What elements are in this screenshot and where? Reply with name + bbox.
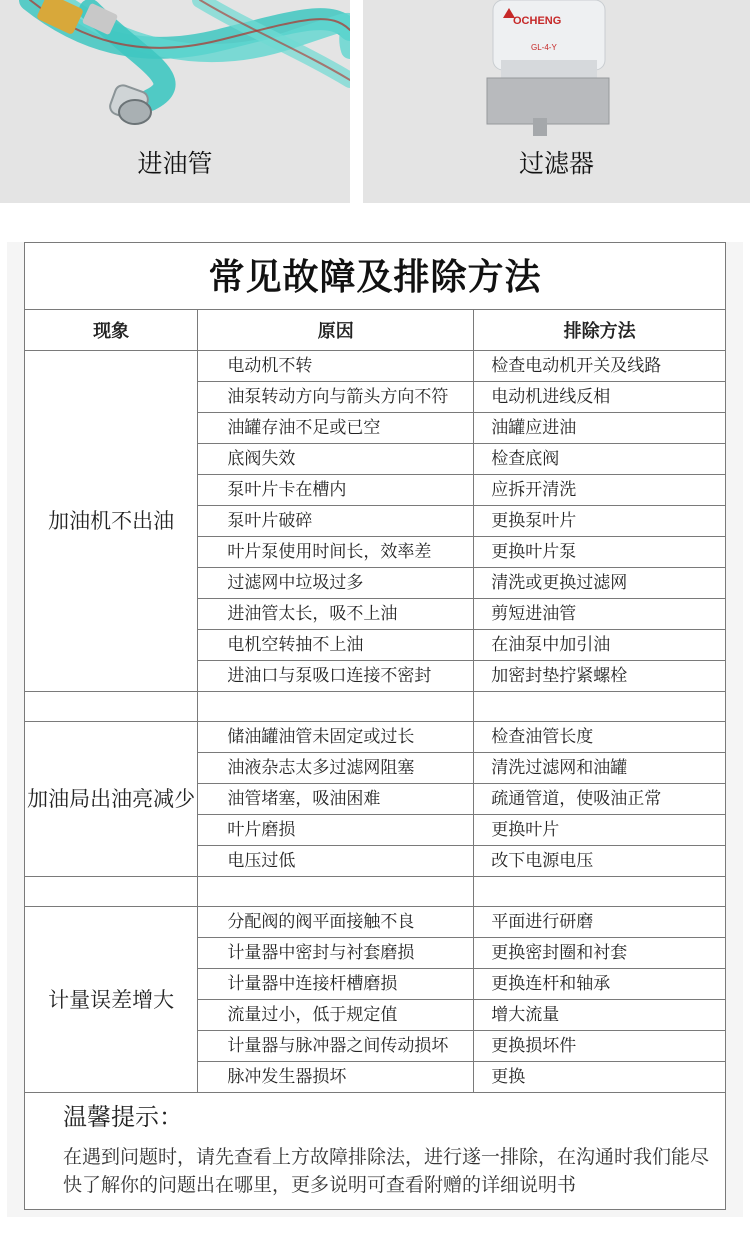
- fix-cell: 更换叶片: [474, 815, 726, 846]
- symptom-cell: 计量误差增大: [25, 907, 198, 1093]
- tip-text: 在遇到问题时，请先查看上方故障排除法，进行遂一排除，在沟通时我们能尽快了解你的问题出在哪里，更多说明可查看附赠的详细说明书: [63, 1146, 710, 1196]
- spacer-cell: [198, 692, 474, 722]
- cause-cell: 油罐存油不足或已空: [198, 413, 474, 444]
- spacer-cell: [198, 877, 474, 907]
- header-fix: 排除方法: [474, 310, 726, 351]
- cause-cell: 过滤网中垃圾过多: [198, 568, 474, 599]
- header-cause: 原因: [198, 310, 474, 351]
- cause-cell: 底阀失效: [198, 444, 474, 475]
- fix-cell: 更换密封圈和衬套: [474, 938, 726, 969]
- cause-cell: 进油口与泵吸口连接不密封: [198, 661, 474, 692]
- table-row: [25, 351, 726, 382]
- cause-cell: 油管堵塞，吸油困难: [198, 784, 474, 815]
- cause-cell: 电动机不转: [198, 351, 474, 382]
- fix-cell: 更换叶片泵: [474, 537, 726, 568]
- cause-cell: 泵叶片卡在槽内: [198, 475, 474, 506]
- fix-cell: 检查油管长度: [474, 722, 726, 753]
- cause-cell: 脉冲发生器损坏: [198, 1062, 474, 1093]
- hose-image: [0, 0, 350, 140]
- fix-cell: 电动机进线反相: [474, 382, 726, 413]
- cause-cell: 计量器中密封与衬套磨损: [198, 938, 474, 969]
- troubleshooting-sheet: [7, 242, 743, 1217]
- table-header-row: [25, 310, 726, 351]
- header-symptom: 现象: [25, 310, 198, 351]
- fix-cell: 改下电源电压: [474, 846, 726, 877]
- symptom-cell: 加油局出油亮减少: [25, 722, 198, 877]
- spacer-cell: [25, 692, 198, 722]
- product-strip: [0, 0, 750, 220]
- table-body: [25, 351, 726, 1093]
- product-card-hose: [0, 0, 350, 203]
- tip-title: 温馨提示：: [63, 1103, 183, 1131]
- fix-cell: 检查电动机开关及线路: [474, 351, 726, 382]
- troubleshooting-box: [24, 242, 726, 1210]
- fix-cell: 平面进行研磨: [474, 907, 726, 938]
- spacer-cell: [25, 877, 198, 907]
- cause-cell: 分配阀的阀平面接触不良: [198, 907, 474, 938]
- fix-cell: 更换泵叶片: [474, 506, 726, 537]
- cause-cell: 电压过低: [198, 846, 474, 877]
- fix-cell: 清洗或更换过滤网: [474, 568, 726, 599]
- fix-cell: 疏通管道，使吸油正常: [474, 784, 726, 815]
- product-card-filter: [363, 0, 750, 203]
- cause-cell: 计量器中连接杆槽磨损: [198, 969, 474, 1000]
- table-row: [25, 907, 726, 938]
- cause-cell: 电机空转抽不上油: [198, 630, 474, 661]
- fix-cell: 应拆开清洗: [474, 475, 726, 506]
- spacer-row: [25, 877, 726, 907]
- cause-cell: 油泵转动方向与箭头方向不符: [198, 382, 474, 413]
- product-label-filter: 过滤器: [518, 149, 594, 178]
- spacer-cell: [474, 692, 726, 722]
- fix-cell: 油罐应进油: [474, 413, 726, 444]
- page-title: 常见故障及排除方法: [25, 243, 725, 310]
- cause-cell: 储油罐油管未固定或过长: [198, 722, 474, 753]
- spacer-row: [25, 692, 726, 722]
- product-label-hose: 进油管: [137, 149, 213, 178]
- cause-cell: 叶片磨损: [198, 815, 474, 846]
- cause-cell: 进油管太长，吸不上油: [198, 599, 474, 630]
- fix-cell: 增大流量: [474, 1000, 726, 1031]
- filter-model: GL-4-Y: [531, 43, 557, 52]
- cause-cell: 流量过小，低于规定值: [198, 1000, 474, 1031]
- fix-cell: 加密封垫拧紧螺栓: [474, 661, 726, 692]
- troubleshooting-table: [24, 309, 726, 1093]
- filter-image: [483, 0, 613, 140]
- fix-cell: 更换连杆和轴承: [474, 969, 726, 1000]
- fix-cell: 在油泵中加引油: [474, 630, 726, 661]
- cause-cell: 泵叶片破碎: [198, 506, 474, 537]
- fix-cell: 剪短进油管: [474, 599, 726, 630]
- fix-cell: 更换损坏件: [474, 1031, 726, 1062]
- filter-brand: OCHENG: [513, 15, 562, 27]
- cause-cell: 叶片泵使用时间长，效率差: [198, 537, 474, 568]
- cause-cell: 计量器与脉冲器之间传动损坏: [198, 1031, 474, 1062]
- table-row: [25, 722, 726, 753]
- cause-cell: 油液杂志太多过滤网阻塞: [198, 753, 474, 784]
- fix-cell: 更换: [474, 1062, 726, 1093]
- fix-cell: 检查底阀: [474, 444, 726, 475]
- spacer-cell: [474, 877, 726, 907]
- fix-cell: 清洗过滤网和油罐: [474, 753, 726, 784]
- symptom-cell: 加油机不出油: [25, 351, 198, 692]
